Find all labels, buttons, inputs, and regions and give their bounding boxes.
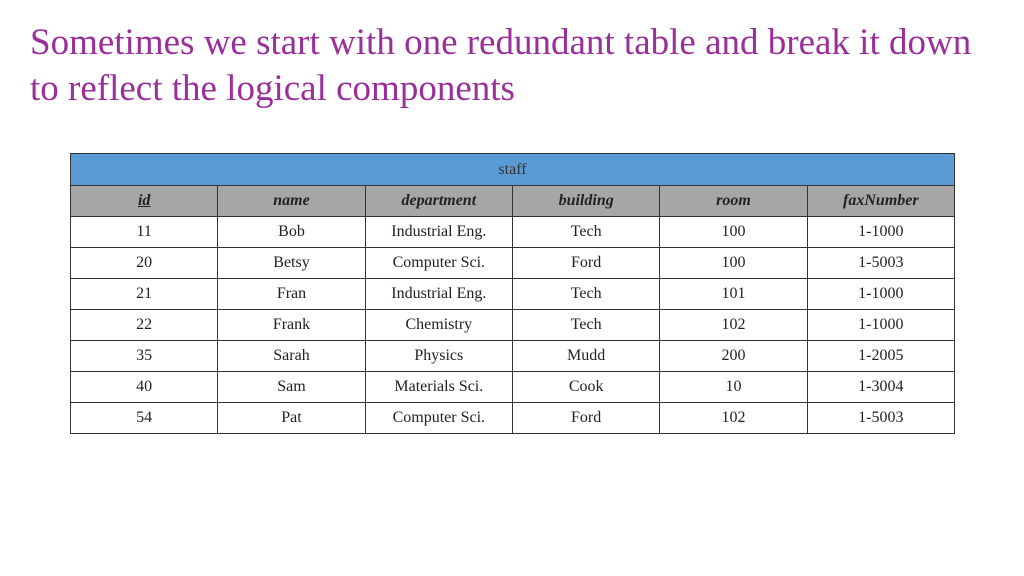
cell-faxnumber: 1-1000 [807,217,954,248]
cell-department: Industrial Eng. [365,279,512,310]
cell-name: Bob [218,217,365,248]
table-row [71,248,955,279]
cell-id: 11 [71,217,218,248]
cell-faxnumber: 1-3004 [807,372,954,403]
table-row [71,341,955,372]
cell-room: 100 [660,217,807,248]
table-header-row [71,186,955,217]
cell-department: Industrial Eng. [365,217,512,248]
cell-id: 22 [71,310,218,341]
column-header-name: name [218,186,365,217]
cell-department: Computer Sci. [365,403,512,434]
cell-name: Pat [218,403,365,434]
cell-building: Cook [512,372,659,403]
cell-id: 54 [71,403,218,434]
cell-faxnumber: 1-2005 [807,341,954,372]
cell-room: 102 [660,310,807,341]
staff-table [70,153,955,434]
cell-faxnumber: 1-1000 [807,310,954,341]
cell-building: Tech [512,279,659,310]
table-row [71,372,955,403]
cell-name: Betsy [218,248,365,279]
table-row [71,310,955,341]
table-row [71,279,955,310]
cell-room: 200 [660,341,807,372]
cell-id: 21 [71,279,218,310]
cell-id: 20 [71,248,218,279]
cell-faxnumber: 1-5003 [807,248,954,279]
column-header-id: id [71,186,218,217]
cell-name: Sam [218,372,365,403]
cell-room: 101 [660,279,807,310]
table-caption-row [71,154,955,186]
slide-title: Sometimes we start with one redundant table and break it down to reflect the logical components [30,22,972,109]
cell-name: Sarah [218,341,365,372]
cell-faxnumber: 1-1000 [807,279,954,310]
cell-building: Tech [512,217,659,248]
cell-building: Tech [512,310,659,341]
cell-id: 40 [71,372,218,403]
cell-room: 100 [660,248,807,279]
cell-room: 102 [660,403,807,434]
cell-faxnumber: 1-5003 [807,403,954,434]
table-row [71,217,955,248]
cell-department: Computer Sci. [365,248,512,279]
cell-department: Materials Sci. [365,372,512,403]
cell-name: Fran [218,279,365,310]
column-header-faxnumber: faxNumber [807,186,954,217]
column-header-room: room [660,186,807,217]
table-caption: staff [71,154,955,186]
column-header-department: department [365,186,512,217]
cell-name: Frank [218,310,365,341]
column-header-building: building [512,186,659,217]
cell-building: Mudd [512,341,659,372]
table-row [71,403,955,434]
cell-id: 35 [71,341,218,372]
cell-building: Ford [512,403,659,434]
cell-department: Physics [365,341,512,372]
cell-building: Ford [512,248,659,279]
cell-room: 10 [660,372,807,403]
cell-department: Chemistry [365,310,512,341]
